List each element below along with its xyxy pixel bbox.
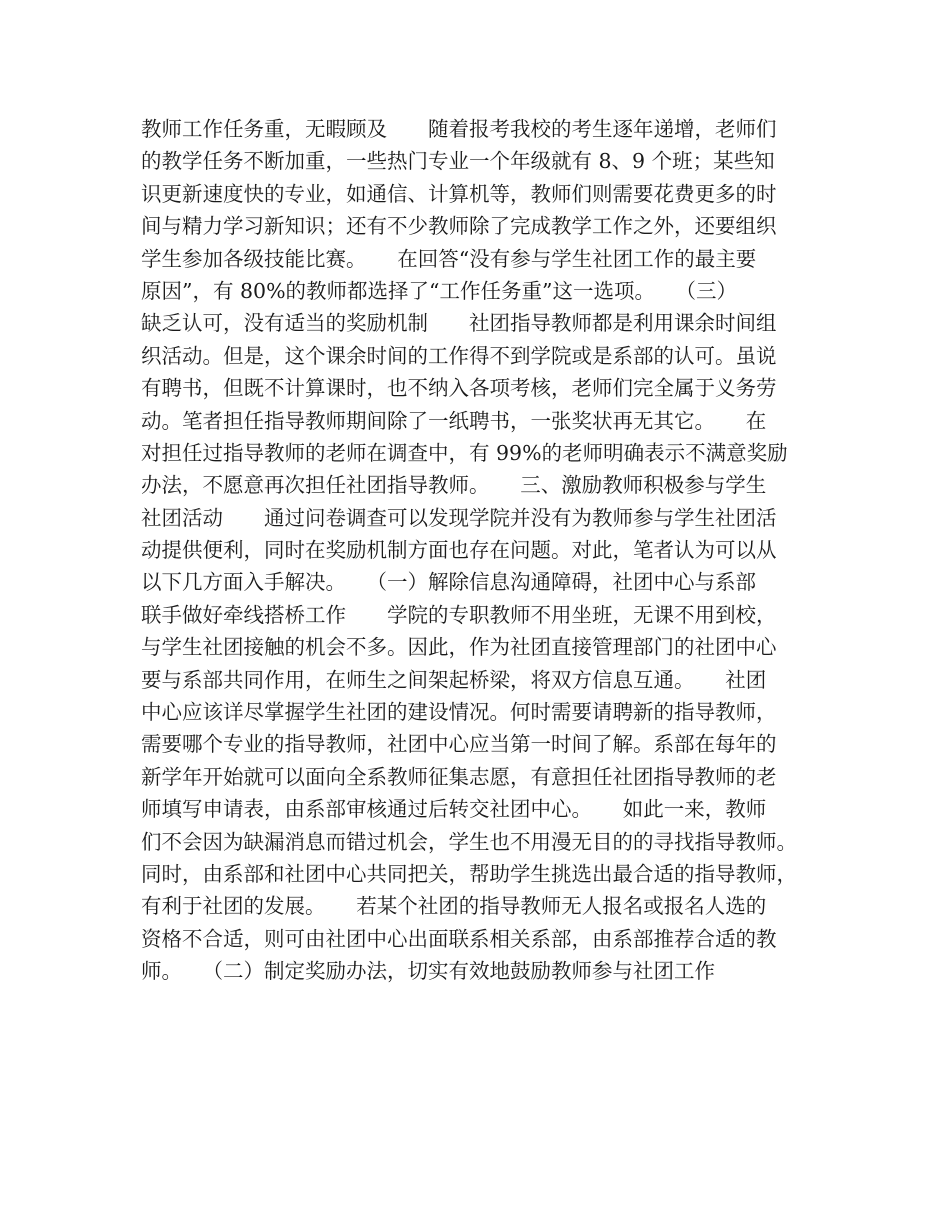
text-line-4: 间与精力学习新知识；还有不少教师除了完成教学工作之外，还要组织 (141, 214, 777, 239)
text-line-26: 资格不合适，则可由社团中心出面联系相关系部，由系部推荐合适的教 (141, 926, 777, 951)
text-line-22: 师填写申请表，由系部审核通过后转交社团中心。 如此一来，教师 (141, 797, 767, 822)
text-line-8: 织活动。但是，这个课余时间的工作得不到学院或是系部的认可。虽说 (141, 343, 777, 368)
text-line-12: 办法，不愿意再次担任社团指导教师。 三、激励教师积极参与学生 (141, 473, 767, 498)
text-line-27: 师。 （二）制定奖励办法，切实有效地鼓励教师参与社团工作 (141, 959, 715, 984)
text-line-15: 以下几方面入手解决。 （一）解除信息沟通障碍，社团中心与系部 (141, 570, 756, 595)
text-line-1: 教师工作任务重，无暇顾及 随着报考我校的考生逐年递增，老师们 (141, 117, 777, 141)
text-line-25: 有利于社团的发展。 若某个社团的指导教师无人报名或报名人选的 (141, 894, 767, 919)
text-line-3: 识更新速度快的专业，如通信、计算机等，教师们则需要花费更多的时 (141, 181, 777, 206)
text-line-14: 动提供便利，同时在奖励机制方面也存在问题。对此，笔者认为可以从 (141, 538, 777, 563)
text-line-2: 的教学任务不断加重，一些热门专业一个年级就有 8、9 个班；某些知 (141, 149, 775, 174)
text-line-23: 们不会因为缺漏消息而错过机会，学生也不用漫无目的的寻找指导教师。 (141, 829, 797, 854)
text-line-11: 对担任过指导教师的老师在调查中，有 99%的老师明确表示不满意奖励 (141, 440, 788, 465)
text-line-21: 新学年开始就可以面向全系教师征集志愿，有意担任社团指导教师的老 (141, 764, 777, 789)
text-line-7: 缺乏认可，没有适当的奖励机制 社团指导教师都是利用课余时间组 (141, 311, 777, 336)
text-line-18: 要与系部共同作用，在师生之间架起桥梁，将双方信息互通。 社团 (141, 667, 767, 692)
text-line-5: 学生参加各级技能比赛。 在回答“没有参与学生社团工作的最主要 (141, 246, 757, 271)
text-line-16: 联手做好牵线搭桥工作 学院的专职教师不用坐班，无课不用到校， (141, 602, 777, 627)
text-line-6: 原因”，有 80%的教师都选择了“工作任务重”这一选项。 （三） (141, 278, 738, 303)
text-line-13: 社团活动 通过问卷调查可以发现学院并没有为教师参与学生社团活 (141, 505, 777, 530)
text-line-9: 有聘书，但既不计算课时，也不纳入各项考核，老师们完全属于义务劳 (141, 376, 777, 401)
text-line-20: 需要哪个专业的指导教师，社团中心应当第一时间了解。系部在每年的 (141, 732, 777, 757)
body-text (141, 113, 831, 988)
text-line-24: 同时，由系部和社团中心共同把关，帮助学生挑选出最合适的指导教师， (141, 861, 797, 886)
text-line-19: 中心应该详尽掌握学生社团的建设情况。何时需要请聘新的指导教师， (141, 700, 777, 725)
text-line-10: 动。笔者担任指导教师期间除了一纸聘书，一张奖状再无其它。 在 (141, 408, 767, 433)
text-line-17: 与学生社团接触的机会不多。因此，作为社团直接管理部门的社团中心 (141, 635, 777, 660)
